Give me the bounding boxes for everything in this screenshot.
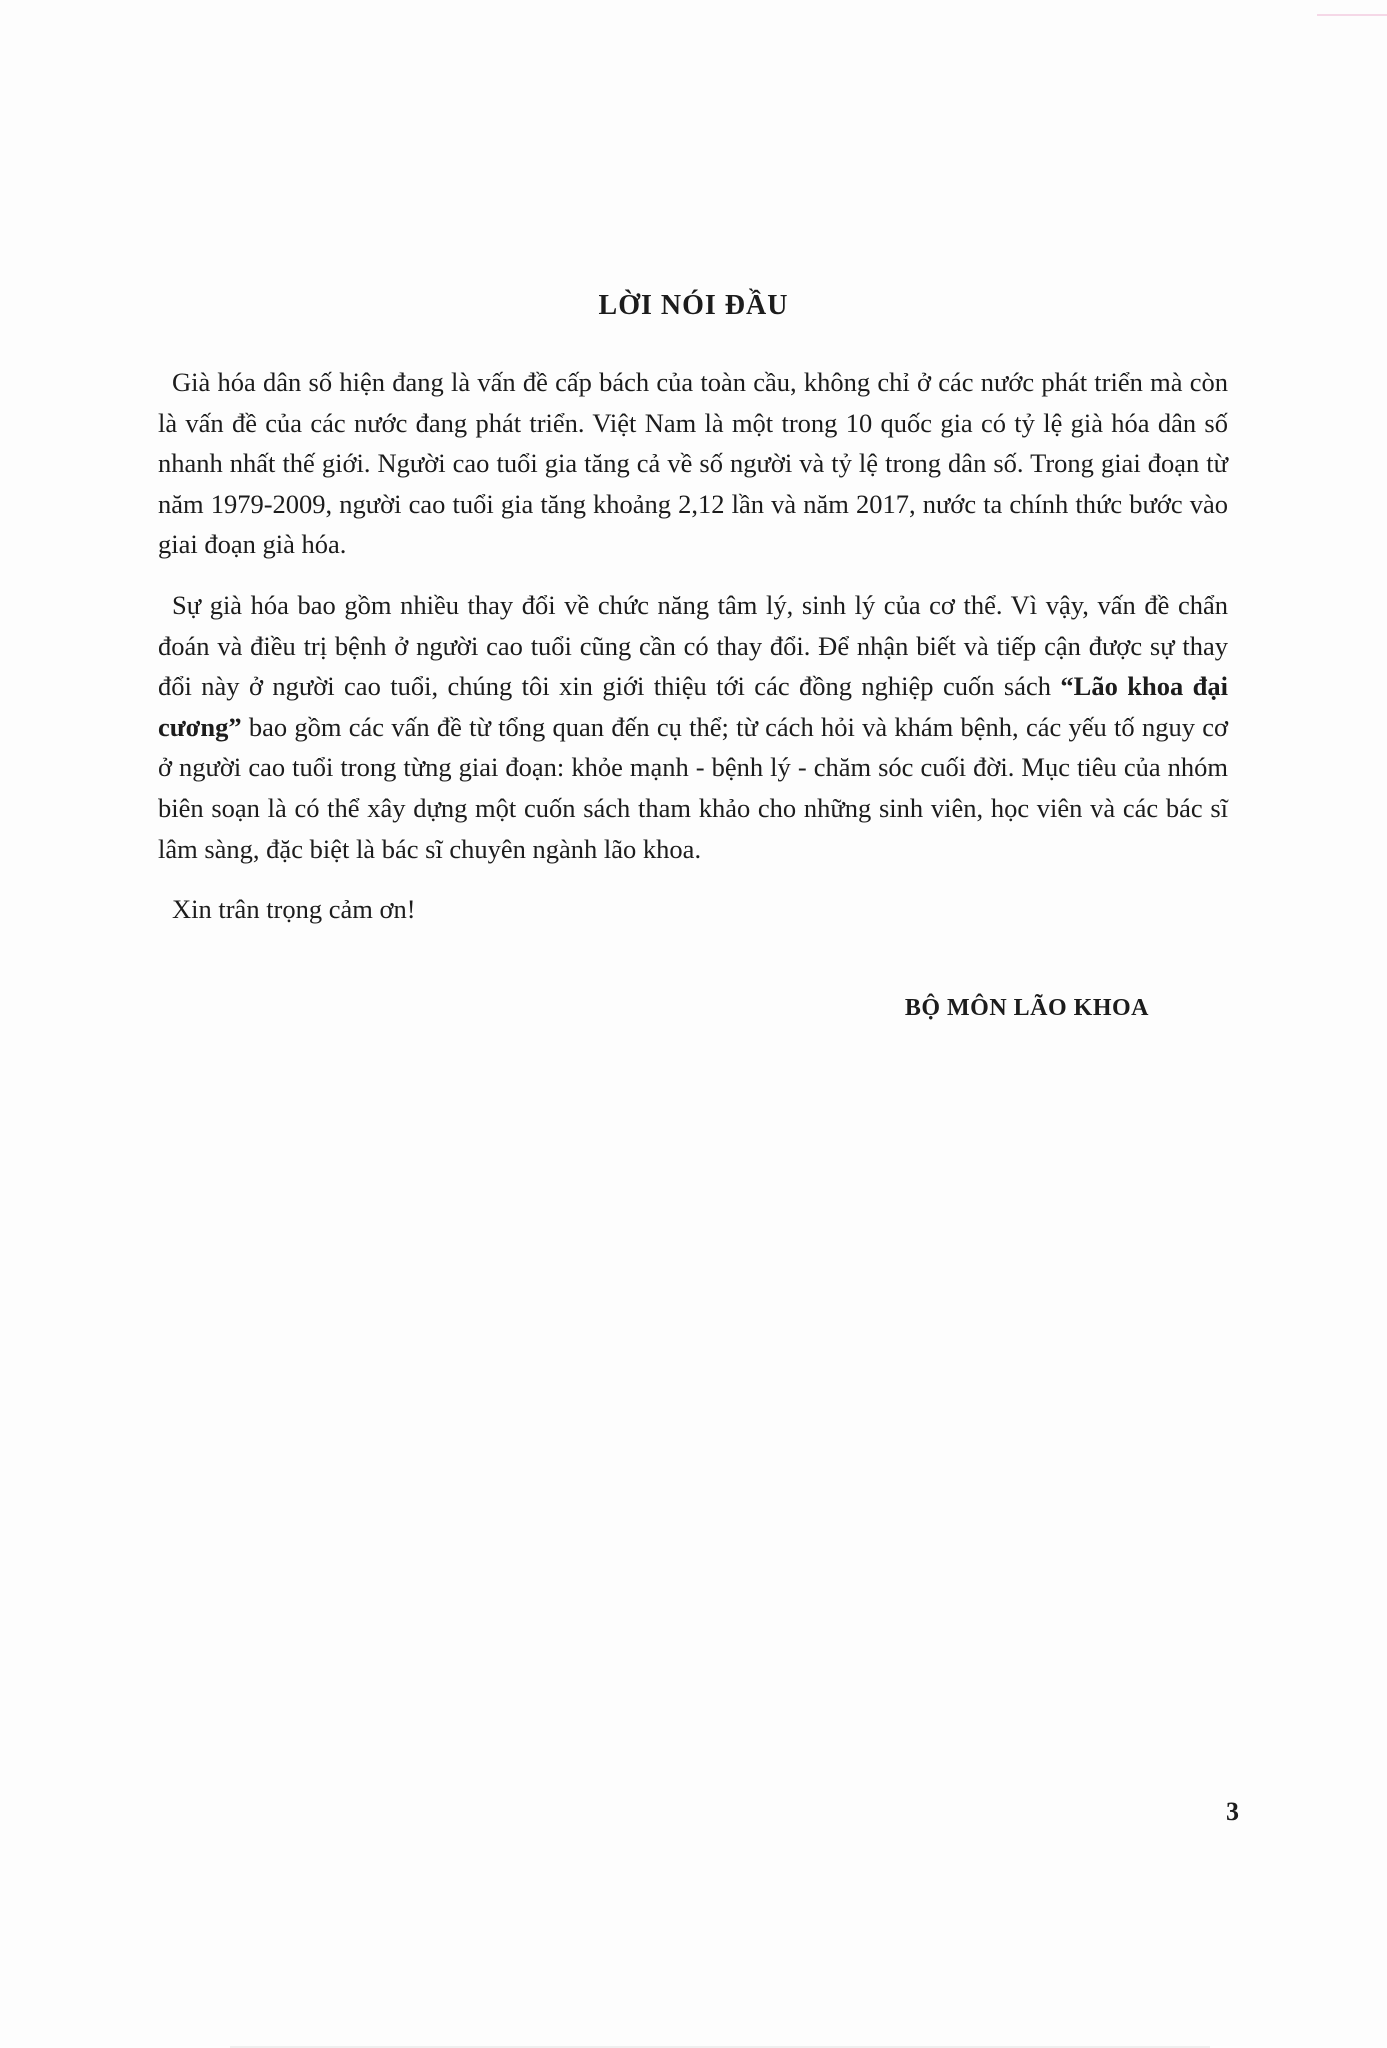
page-number: 3	[1226, 1797, 1239, 1826]
paragraph-2	[158, 585, 1228, 869]
scan-corner-mark	[1317, 0, 1387, 16]
paragraph-1: Già hóa dân số hiện đang là vấn đề cấp bách của toàn cầu, không chỉ ở các nước phát triển mà còn là vấn đề của các nước đang phát triển. Việt Nam là một trong 10 quốc gia có tỷ lệ già hóa dân số nhanh nhất thế giới. Người cao tuổi gia tăng cả về số người và tỷ lệ trong dân số. Trong giai đoạn từ năm 1979-2009, người cao tuổi gia tăng khoảng 2,12 lần và năm 2017, nước ta chính thức bước vào giai đoạn già hóa.	[158, 367, 1228, 560]
signature: BỘ MÔN LÃO KHOA	[904, 995, 1149, 1021]
paragraph-2-text-start: Sự già hóa bao gồm nhiều thay đổi về chức năng tâm lý, sinh lý của cơ thể. Vì vậy, vấn đề chẩn đoán và điều trị bệnh ở người cao tuổi cũng cần có thay đổi. Để nhận biết và tiếp cận được sự thay đổi này ở người cao tuổi, chúng tôi xin giới thiệu tới các đồng nghiệp cuốn sách	[158, 589, 1228, 702]
preface-body	[158, 362, 1228, 930]
paragraph-3: Xin trân trọng cảm ơn!	[172, 894, 416, 925]
paragraph-2-text-end: bao gồm các vấn đề từ tổng quan đến cụ thể; từ cách hỏi và khám bệnh, các yếu tố nguy cơ ở người cao tuổi trong từng giai đoạn: khỏe mạnh - bệnh lý - chăm sóc cuối đời. Mục tiêu của nhóm biên soạn là có thể xây dựng một cuốn sách tham khảo cho những sinh viên, học viên và các bác sĩ lâm sàng, đặc biệt là bác sĩ chuyên ngành lão khoa.	[158, 711, 1228, 864]
page-title: LỜI NÓI ĐẦU	[598, 290, 789, 321]
book-title: “Lão khoa đại cương”	[158, 671, 1228, 742]
